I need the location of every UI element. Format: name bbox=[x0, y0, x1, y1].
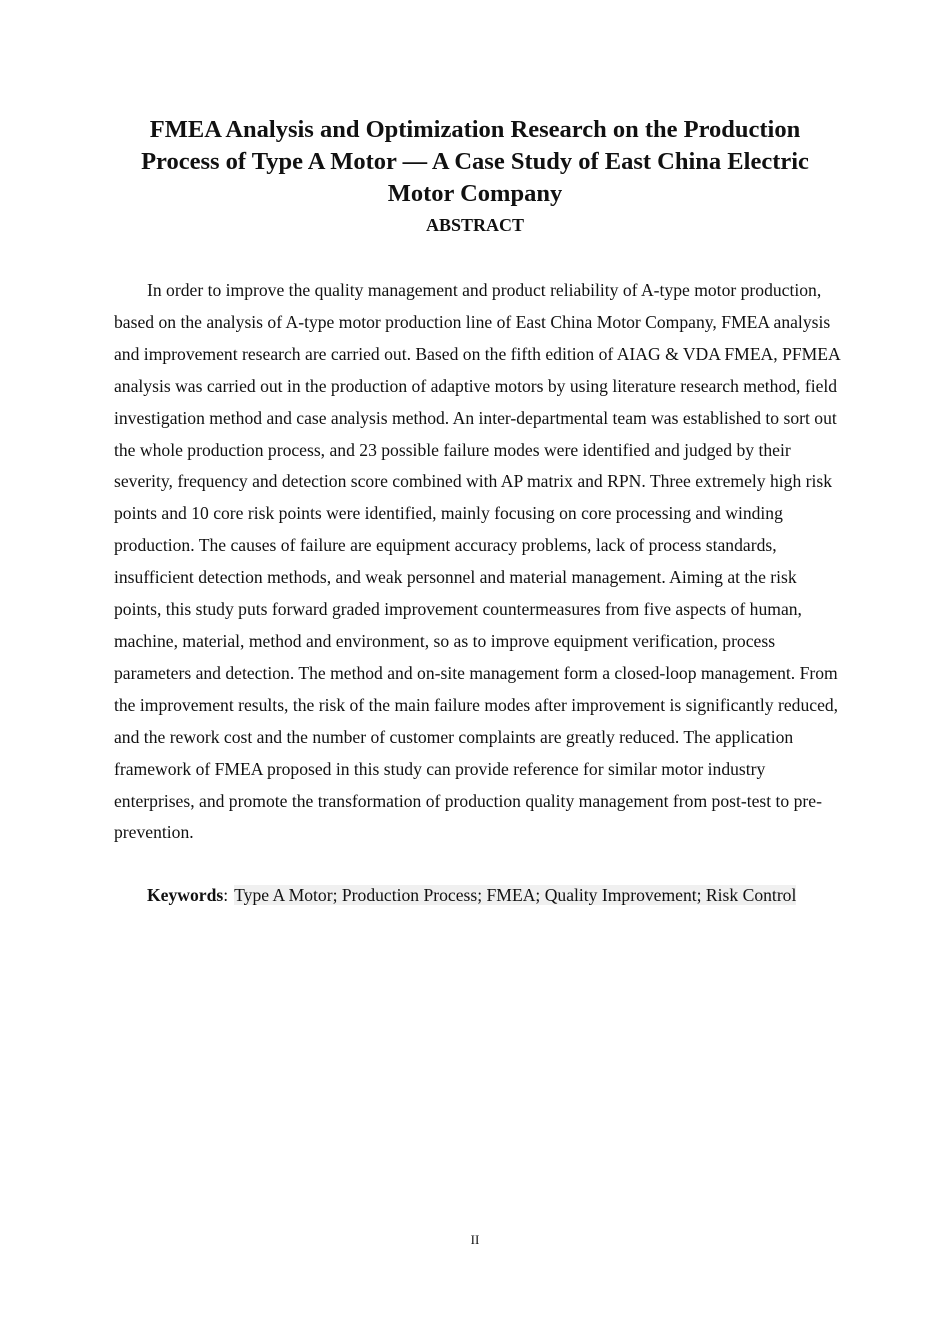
keywords-label: Keywords bbox=[147, 885, 224, 905]
page-number: II bbox=[470, 1232, 480, 1247]
keywords-line bbox=[114, 880, 842, 912]
keywords-separator: : bbox=[223, 885, 229, 905]
abstract-body: In order to improve the quality management and product reliability of A-type motor production, based on the analysis of A-type motor production line of East China Motor Company, FMEA analysis and improvement research are carried out. Based on the fifth edition of AIAG & VDA FMEA, PFMEA analysis was carried out in the production of adaptive motors by using literature research method, field investigation method and case analysis method. An inter-departmental team was established to sort out the whole production process, and 23 possible failure modes were identified and judged by their severity, frequency and detection score combined with AP matrix and RPN. Three extremely high risk points and 10 core risk points were identified, mainly focusing on core processing and winding production. The causes of failure are equipment accuracy problems, lack of process standards, insufficient detection methods, and weak personnel and material management. Aiming at the risk points, this study puts forward graded improvement countermeasures from five aspects of human, machine, material, method and environment, so as to improve equipment verification, process parameters and detection. The method and on-site management form a closed-loop management. From the improvement results, the risk of the main failure modes after improvement is significantly reduced, and the rework cost and the number of customer complaints are greatly reduced. The application framework of FMEA proposed in this study can provide reference for similar motor industry enterprises, and promote the transformation of production quality management from post-test to pre-prevention. bbox=[114, 280, 840, 843]
keywords-value: Type A Motor; Production Process; FMEA; Quality Improvement; Risk Control bbox=[234, 885, 797, 905]
paper-title: FMEA Analysis and Optimization Research on the Production Process of Type A Motor — A Case Study of East China Electric Motor Company bbox=[141, 116, 809, 207]
abstract-heading: ABSTRACT bbox=[425, 215, 525, 235]
